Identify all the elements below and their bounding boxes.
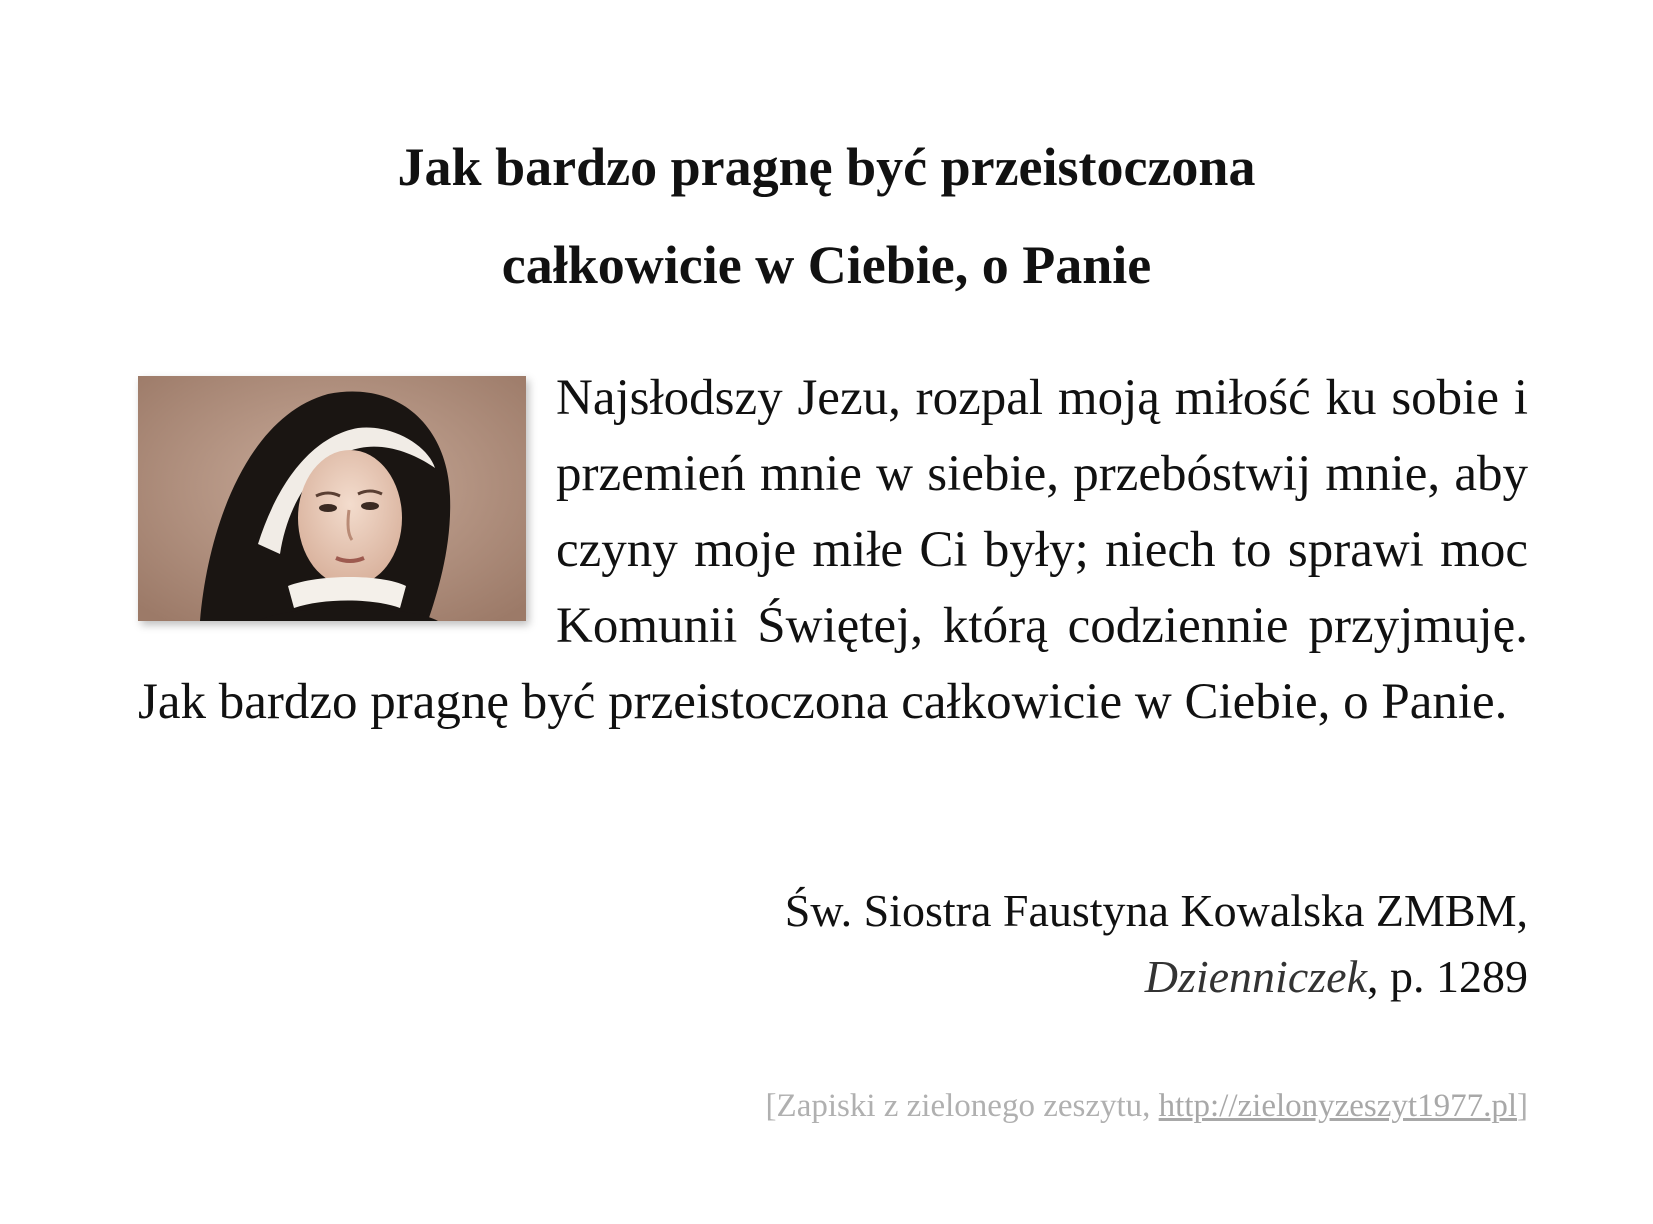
page-reference: , p. 1289 — [1367, 951, 1528, 1002]
page-title — [140, 118, 1513, 314]
footer-text: Zapiski z zielonego zeszytu, — [776, 1088, 1159, 1124]
source-line — [785, 944, 1528, 1010]
portrait-image — [138, 376, 526, 621]
quote-block — [138, 360, 1528, 740]
title-line-2: całkowicie w Ciebie, o Panie — [501, 235, 1152, 295]
footer-open-bracket: [ — [765, 1088, 777, 1124]
portrait-of-nun-icon — [138, 376, 526, 621]
title-line-1: Jak bardzo pragnę być przeistoczona — [397, 137, 1256, 197]
quote-text: Najsłodszy Jezu, rozpal moją miłość ku sobie i przemień mnie w siebie, przebóstwij mnie, aby czyny moje miłe Ci były; niech to sprawi moc Komunii Świętej, którą codziennie przyjmuję. Jak bardzo pragnę być przeistoczona całkowicie w Ciebie, o Panie. — [138, 370, 1528, 730]
author-name: Św. Siostra Faustyna Kowalska ZMBM, — [784, 885, 1528, 936]
footer — [766, 1088, 1528, 1125]
book-title: Dzienniczek — [1144, 951, 1367, 1002]
footer-close-bracket: ] — [1517, 1088, 1528, 1124]
attribution — [785, 878, 1528, 1010]
website-link[interactable]: http://zielonyzeszyt1977.pl — [1158, 1088, 1517, 1124]
